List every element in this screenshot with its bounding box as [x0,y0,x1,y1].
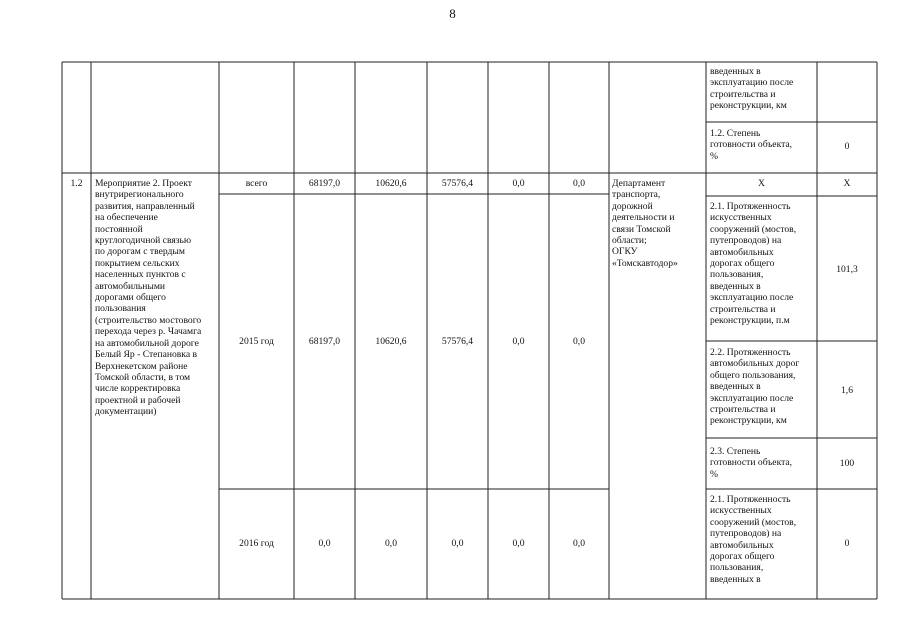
row-2016-federal: 0,0 [385,538,397,549]
measure-description: Мероприятие 2. Проект внутрирегионального развития, направленный на обеспечение постоянной круглогодичной связью по дорогам с твердым покрытием сельских населенных пунктов с автомобильными дорогами общего пользования (строительство мостового перехода через р. Чачамга на автомобильной дороге Белый Яр - Степановка в Верхнекетском районе Томской области, в том числе корректировка проектной и рабочей документации) [95,178,202,418]
page-number: 8 [449,6,456,21]
row-total-extra: 0,0 [573,178,585,189]
row-2015-regional: 57576,4 [441,336,474,347]
row-2016-period: 2016 год [239,538,274,549]
row-total-period: всего [245,178,268,189]
indicator-2016-2-1-value: 0 [844,538,850,549]
row-2016-extra: 0,0 [573,538,585,549]
row-2016-regional: 0,0 [451,538,464,549]
row-total-indicator-value: Х [843,178,851,189]
measure-executor: Департамент транспорта, дорожной деятельности и связи Томской области; ОГКУ «Томскавтодор» [612,178,678,269]
indicator-2-2-value: 1,6 [841,385,853,396]
row-2016-local: 0,0 [512,538,525,549]
indicator-2-3-value: 100 [839,458,855,469]
indicator-continued: введенных в эксплуатацию после строительства и реконструкции, км [710,66,794,112]
measure-number: 1.2 [70,178,83,189]
row-total-indicator: Х [758,178,765,189]
indicator-1-2: 1.2. Степень готовности объекта, % [710,128,793,162]
indicator-2016-2-1: 2.1. Протяженность искусственных сооружений (мостов, путепроводов) на автомобильных дорогах общего пользования, введенных в [710,494,797,585]
row-2015-extra: 0,0 [573,336,585,347]
row-total-sum: 68197,0 [308,178,341,189]
indicator-2-3: 2.3. Степень готовности объекта, % [710,446,793,480]
indicator-1-2-value: 0 [844,141,850,152]
row-2015-local: 0,0 [512,336,525,347]
row-2015-period: 2015 год [239,336,274,347]
row-2015-federal: 10620,6 [375,336,407,347]
row-total-regional: 57576,4 [441,178,474,189]
row-total-local: 0,0 [512,178,525,189]
indicator-2-2: 2.2. Протяженность автомобильных дорог общего пользования, введенных в эксплуатацию после строительства и реконструкции, км [710,347,800,427]
row-total-federal: 10620,6 [375,178,407,189]
row-2016-sum: 0,0 [318,538,331,549]
indicator-2-1-value: 101,3 [836,264,858,275]
indicator-2-1: 2.1. Протяженность искусственных сооружений (мостов, путепроводов) на автомобильных дорогах общего пользования, введенных в эксплуатацию после строительства и реконструкции, п.м [710,201,797,327]
row-2015-sum: 68197,0 [308,336,341,347]
